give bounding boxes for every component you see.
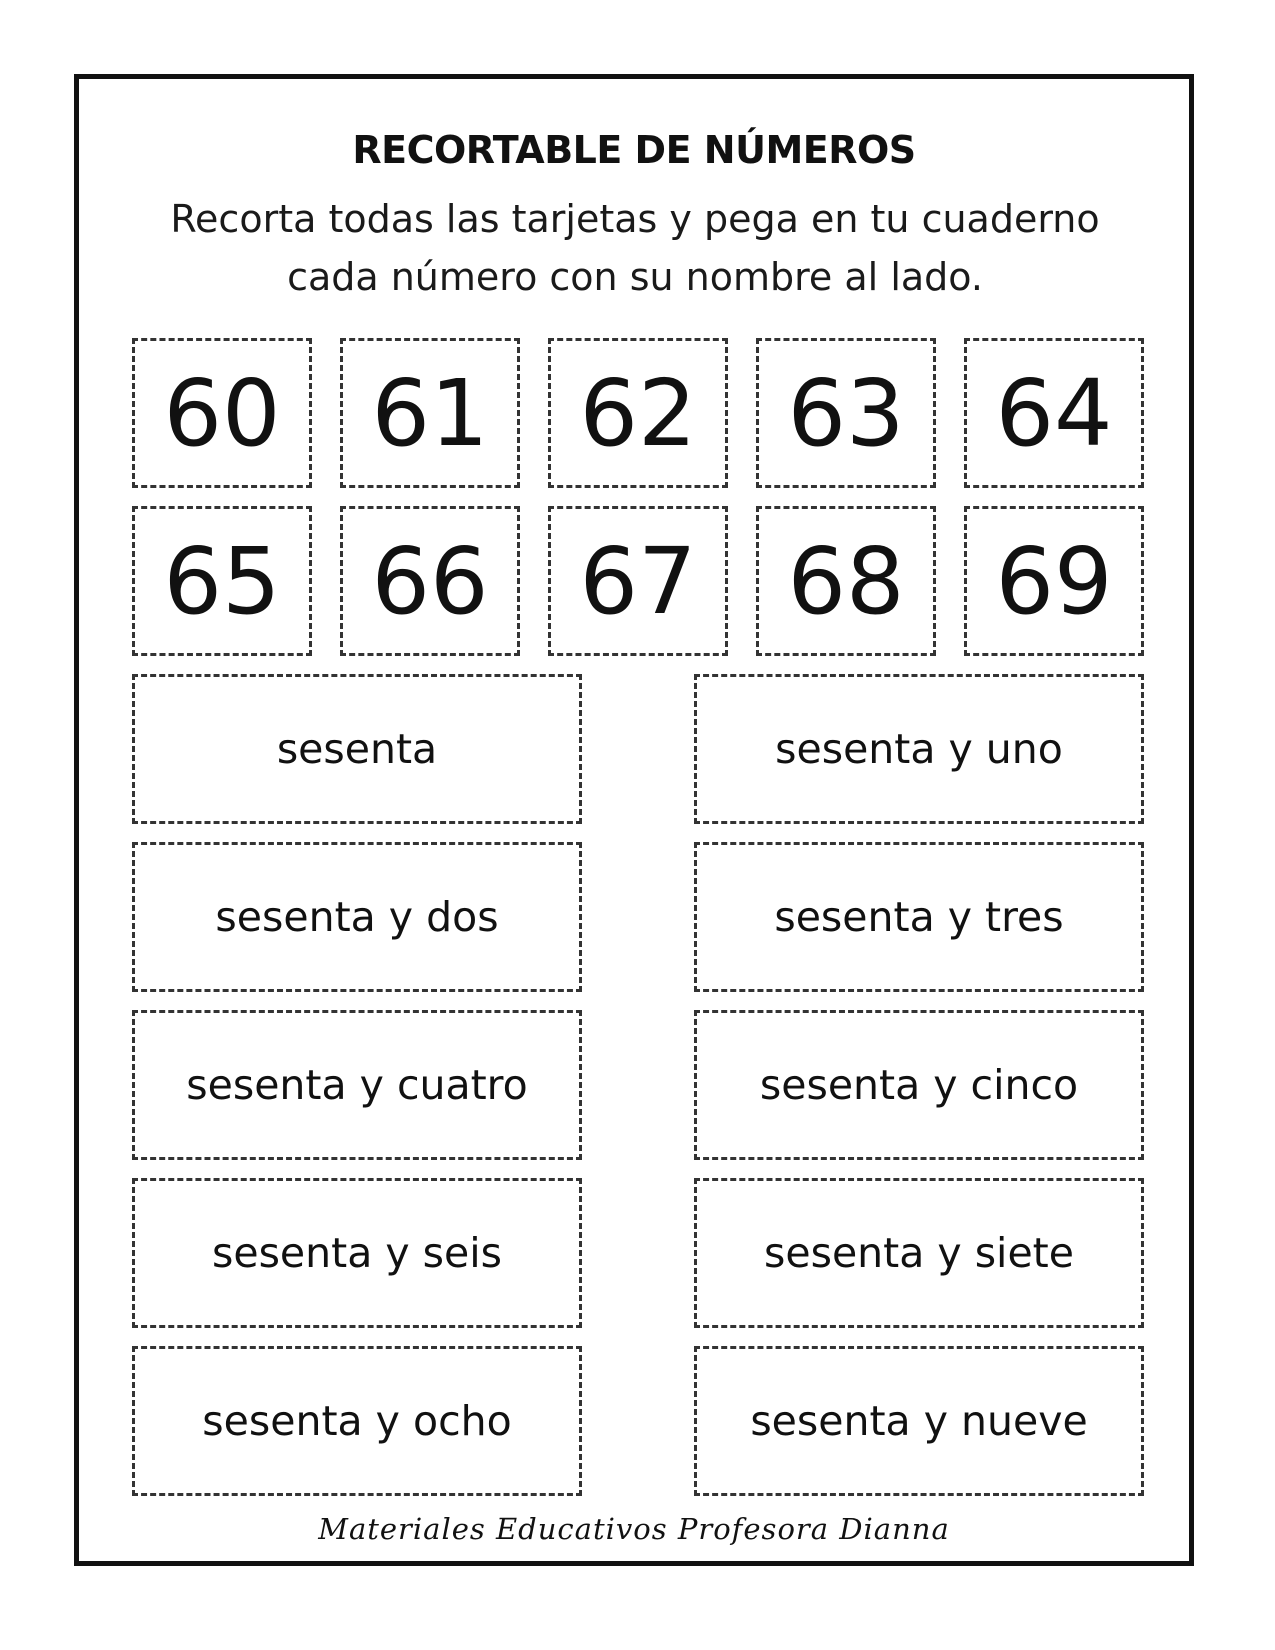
number-card: 62 [548, 338, 728, 488]
page-title: RECORTABLE DE NÚMEROS [352, 128, 916, 172]
instructions-text: Recorta todas las tarjetas y pega en tu cuaderno cada número con su nombre al lado. [170, 197, 1100, 299]
number-card: 68 [756, 506, 936, 656]
name-card: sesenta y uno [694, 674, 1144, 824]
name-card: sesenta y seis [132, 1178, 582, 1328]
number-card: 60 [132, 338, 312, 488]
number-card: 66 [340, 506, 520, 656]
number-card: 67 [548, 506, 728, 656]
number-card: 69 [964, 506, 1144, 656]
footer-credit: Materiales Educativos Profesora Dianna [318, 1512, 950, 1546]
number-card: 65 [132, 506, 312, 656]
number-card: 64 [964, 338, 1144, 488]
name-card: sesenta y tres [694, 842, 1144, 992]
name-card: sesenta y cuatro [132, 1010, 582, 1160]
name-card: sesenta y ocho [132, 1346, 582, 1496]
name-card: sesenta y nueve [694, 1346, 1144, 1496]
name-card: sesenta y siete [694, 1178, 1144, 1328]
name-card: sesenta [132, 674, 582, 824]
name-card: sesenta y dos [132, 842, 582, 992]
name-card: sesenta y cinco [694, 1010, 1144, 1160]
number-card: 63 [756, 338, 936, 488]
number-card: 61 [340, 338, 520, 488]
